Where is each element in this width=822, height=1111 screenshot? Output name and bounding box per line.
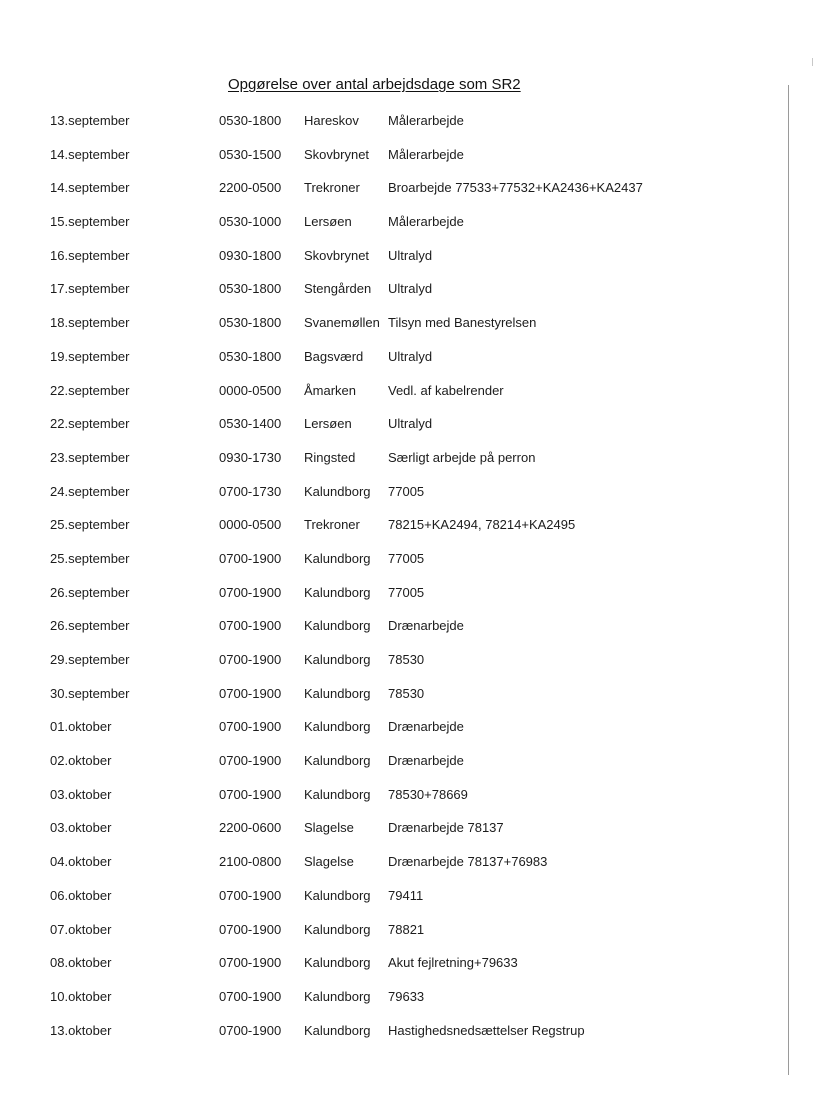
entry-place: Lersøen — [304, 214, 352, 230]
entry-time: 0700-1900 — [219, 685, 282, 701]
entry-date: 29.september — [50, 652, 130, 667]
entry-place: Kalundborg — [304, 719, 371, 735]
entry-date: 04.oktober — [50, 854, 112, 870]
entry-date: 14.september — [50, 180, 130, 196]
entry-place: Svanemøllen — [304, 315, 380, 331]
table-row — [0, 315, 822, 349]
entry-date: 13.september — [50, 113, 130, 128]
entry-description: 78530 — [388, 685, 425, 701]
entry-date: 14.september — [50, 146, 130, 162]
entry-description: 78215+KA2494, 78214+KA2495 — [388, 517, 576, 533]
entry-time: 0930-1730 — [219, 449, 282, 465]
table-row — [0, 753, 822, 787]
entry-description: Akut fejlretning+79633 — [388, 955, 518, 971]
table-row — [0, 180, 822, 214]
entry-description: Drænarbejde — [388, 618, 464, 634]
entry-description: 79633 — [388, 988, 425, 1004]
entry-place: Trekroner — [304, 180, 360, 196]
table-row — [0, 820, 822, 854]
entry-place: Skovbrynet — [304, 146, 370, 162]
table-row — [0, 517, 822, 551]
table-row — [0, 585, 822, 619]
entry-date: 19.september — [50, 348, 130, 364]
table-row — [0, 349, 822, 383]
entry-description: 78530+78669 — [388, 786, 468, 802]
entry-time: 0530-1500 — [219, 146, 282, 162]
entry-description: Broarbejde 77533+77532+KA2436+KA2437 — [388, 180, 643, 196]
entry-time: 0700-1900 — [219, 618, 282, 634]
entry-date: 16.september — [50, 247, 130, 263]
entry-date: 17.september — [50, 281, 130, 297]
entry-description: 77005 — [388, 584, 425, 600]
entry-time: 2100-0800 — [219, 854, 282, 870]
entry-place: Stengården — [304, 281, 372, 297]
entry-place: Slagelse — [304, 854, 354, 870]
entry-time: 0530-1400 — [219, 416, 282, 432]
entry-time: 0700-1900 — [219, 652, 282, 667]
table-row — [0, 383, 822, 417]
entry-description: Drænarbejde — [388, 753, 464, 769]
entry-date: 22.september — [50, 416, 130, 432]
entry-time: 2200-0600 — [219, 820, 282, 836]
entry-description: Drænarbejde — [388, 719, 464, 735]
entry-place: Skovbrynet — [304, 247, 370, 263]
entry-time: 0700-1900 — [219, 921, 282, 937]
entry-place: Åmarken — [304, 382, 357, 398]
table-row — [0, 618, 822, 652]
entry-description: 78821 — [388, 921, 425, 937]
entry-time: 0700-1900 — [219, 550, 282, 566]
entry-place: Kalundborg — [304, 786, 371, 802]
table-row — [0, 955, 822, 989]
entry-date: 06.oktober — [50, 887, 112, 903]
entry-time: 0700-1900 — [219, 1022, 282, 1038]
entry-place: Ringsted — [304, 449, 356, 465]
entry-date: 15.september — [50, 214, 130, 230]
table-row — [0, 416, 822, 450]
table-row — [0, 686, 822, 720]
table-row — [0, 113, 822, 147]
entry-time: 0700-1900 — [219, 988, 282, 1004]
entry-time: 0530-1800 — [219, 315, 282, 331]
entry-time: 0700-1900 — [219, 955, 282, 971]
entry-time: 0000-0500 — [219, 517, 282, 533]
entry-description: Målerarbejde — [388, 146, 464, 162]
entry-place: Kalundborg — [304, 753, 371, 769]
entry-date: 03.oktober — [50, 820, 112, 836]
entry-description: Særligt arbejde på perron — [388, 449, 536, 465]
entry-description: Tilsyn med Banestyrelsen — [388, 315, 537, 331]
scan-edge-mark — [812, 58, 813, 66]
table-row — [0, 888, 822, 922]
entry-time: 0700-1900 — [219, 786, 282, 802]
entry-date: 01.oktober — [50, 719, 112, 735]
document-title: Opgørelse over antal arbejdsdage som SR2 — [228, 76, 521, 93]
entry-description: Drænarbejde 78137 — [388, 820, 504, 836]
entry-time: 0530-1000 — [219, 214, 282, 230]
entry-place: Bagsværd — [304, 348, 364, 364]
entry-description: 77005 — [388, 483, 425, 499]
entry-description: Ultralyd — [388, 348, 433, 364]
entry-date: 02.oktober — [50, 753, 112, 769]
entry-description: Hastighedsnedsættelser Regstrup — [388, 1022, 585, 1038]
entry-date: 03.oktober — [50, 786, 112, 802]
entry-place: Kalundborg — [304, 921, 371, 937]
entry-place: Lersøen — [304, 416, 352, 432]
entry-date: 18.september — [50, 315, 130, 331]
entry-time: 0700-1900 — [219, 887, 282, 903]
entry-time: 0700-1900 — [219, 719, 282, 735]
table-row — [0, 1023, 822, 1057]
entry-date: 30.september — [50, 685, 130, 701]
entry-date: 13.oktober — [50, 1022, 112, 1038]
entry-place: Kalundborg — [304, 550, 371, 566]
entry-place: Kalundborg — [304, 652, 371, 667]
entry-description: Ultralyd — [388, 281, 433, 297]
entry-time: 0700-1900 — [219, 584, 282, 600]
entry-description: Vedl. af kabelrender — [388, 382, 504, 398]
entry-place: Kalundborg — [304, 1022, 371, 1038]
entry-place: Kalundborg — [304, 483, 371, 499]
entry-time: 0530-1800 — [219, 281, 282, 297]
entry-time: 0700-1730 — [219, 483, 282, 499]
entry-description: 78530 — [388, 652, 425, 667]
table-row — [0, 147, 822, 181]
entry-description: Drænarbejde 78137+76983 — [388, 854, 548, 870]
entry-date: 08.oktober — [50, 955, 112, 971]
entry-place: Hareskov — [304, 113, 359, 128]
entry-place: Kalundborg — [304, 988, 371, 1004]
table-row — [0, 248, 822, 282]
entry-time: 0000-0500 — [219, 382, 282, 398]
table-row — [0, 214, 822, 248]
table-row — [0, 281, 822, 315]
entry-description: Målerarbejde — [388, 214, 464, 230]
entry-date: 24.september — [50, 483, 130, 499]
entry-place: Kalundborg — [304, 584, 371, 600]
table-row — [0, 450, 822, 484]
entry-time: 0700-1900 — [219, 753, 282, 769]
table-row — [0, 484, 822, 518]
entry-time: 0530-1800 — [219, 113, 282, 128]
entry-description: 79411 — [388, 887, 424, 903]
table-row — [0, 652, 822, 686]
table-row — [0, 922, 822, 956]
entry-description: 77005 — [388, 550, 425, 566]
entry-date: 26.september — [50, 584, 130, 600]
entry-place: Kalundborg — [304, 887, 371, 903]
entry-place: Slagelse — [304, 820, 354, 836]
entry-place: Kalundborg — [304, 955, 371, 971]
entry-description: Ultralyd — [388, 416, 433, 432]
entry-date: 25.september — [50, 517, 130, 533]
table-row — [0, 989, 822, 1023]
scan-edge-line — [788, 85, 789, 1075]
entry-description: Ultralyd — [388, 247, 433, 263]
entry-date: 25.september — [50, 550, 130, 566]
table-row — [0, 787, 822, 821]
entry-date: 10.oktober — [50, 988, 112, 1004]
entry-place: Trekroner — [304, 517, 360, 533]
table-row — [0, 551, 822, 585]
entry-time: 0930-1800 — [219, 247, 282, 263]
entry-date: 23.september — [50, 449, 130, 465]
work-day-list — [0, 113, 822, 1056]
table-row — [0, 854, 822, 888]
entry-description: Målerarbejde — [388, 113, 464, 128]
entry-time: 0530-1800 — [219, 348, 282, 364]
entry-place: Kalundborg — [304, 685, 371, 701]
entry-date: 26.september — [50, 618, 130, 634]
entry-date: 22.september — [50, 382, 130, 398]
entry-date: 07.oktober — [50, 921, 112, 937]
entry-place: Kalundborg — [304, 618, 371, 634]
entry-time: 2200-0500 — [219, 180, 282, 196]
table-row — [0, 719, 822, 753]
